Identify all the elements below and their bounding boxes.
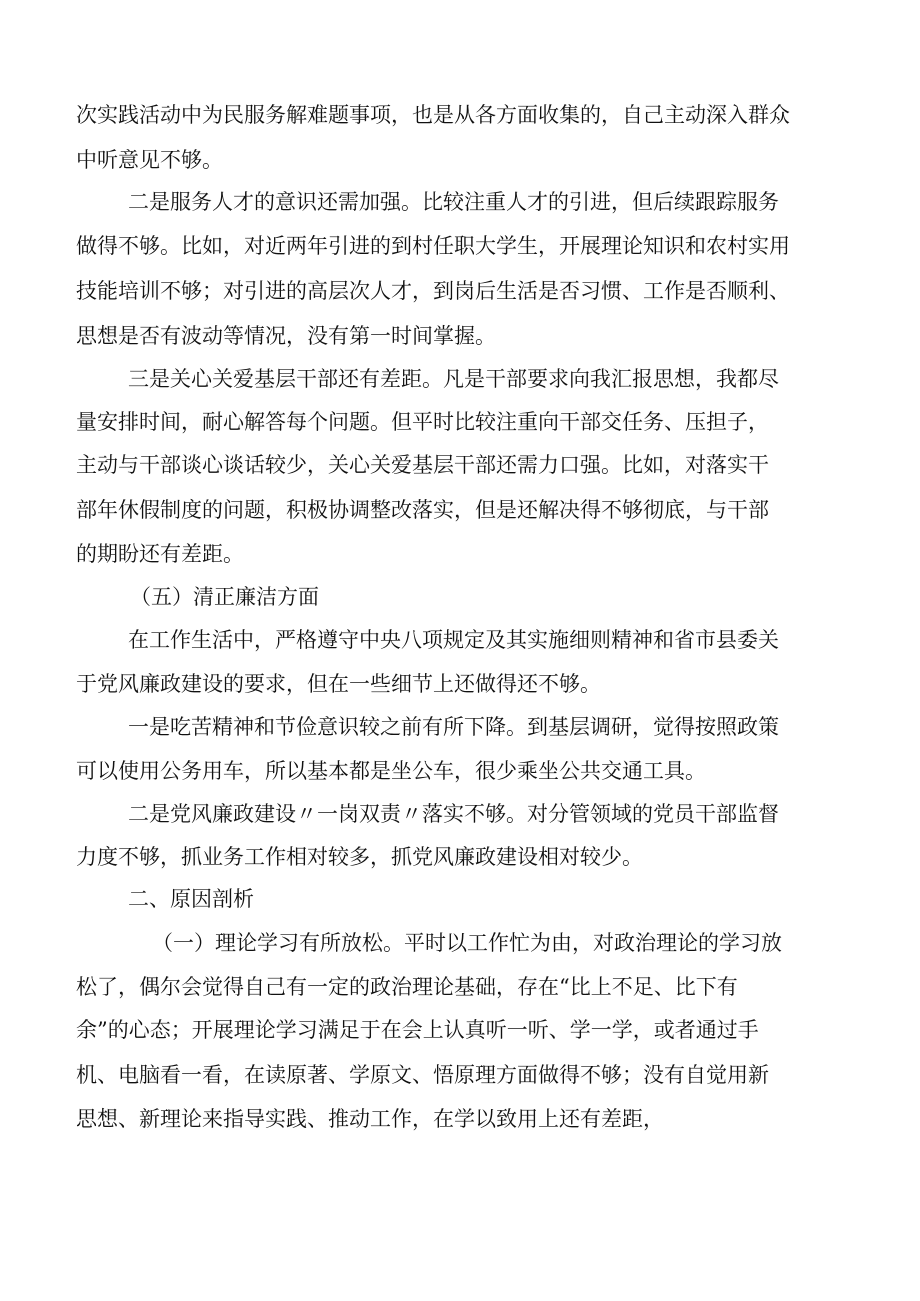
text-line: 余”的心态；开展理论学习满足于在会上认真听一听、学一学，或者通过手: [76, 1018, 759, 1042]
section-heading: 二、原因剖析: [128, 887, 254, 911]
text-line: 思想、新理论来指导实践、推动工作，在学以致用上还有差距，: [76, 1107, 664, 1131]
text-line: 量安排时间，耐心解答每个问题。但平时比较注重向干部交任务、压担子，: [76, 410, 769, 434]
text-line: 力度不够，抓业务工作相对较多，抓党风廉政建设相对较少。: [76, 845, 643, 869]
text-line: 三是关心关爱基层干部还有差距。凡是干部要求向我汇报思想，我都尽: [128, 367, 779, 391]
text-line: 思想是否有波动等情况，没有第一时间掌握。: [76, 324, 496, 348]
text-line: 二是党风廉政建设〃一岗双责〃落实不够。对分管领域的党员干部监督: [128, 802, 779, 826]
text-line: 一是吃苦精神和节俭意识较之前有所下降。到基层调研，觉得按照政策: [128, 715, 779, 739]
text-line: 中听意见不够。: [76, 148, 223, 172]
text-line: 的期盼还有差距。: [76, 542, 244, 566]
text-line: 松了，偶尔会觉得自己有一定的政治理论基础，存在“比上不足、比下有: [76, 975, 738, 999]
text-line: 主动与干部谈心谈话较少，关心关爱基层干部还需力口强。比如，对落实干: [76, 453, 769, 477]
text-line: 部年休假制度的问题，积极协调整改落实，但是还解决得不够彻底，与干部: [76, 498, 769, 522]
text-line: 可以使用公务用车，所以基本都是坐公车，很少乘坐公共交通工具。: [76, 759, 706, 783]
text-line: 技能培训不够；对引进的高层次人才，到岗后生活是否习惯、工作是否顺利、: [76, 279, 790, 303]
text-line: 做得不够。比如，对近两年引进的到村任职大学生，开展理论知识和农村实用: [76, 234, 790, 258]
text-line: 机、电脑看一看，在读原著、学原文、悟原理方面做得不够；没有自觉用新: [76, 1063, 769, 1087]
text-line: （一）理论学习有所放松。平时以工作忙为由，对政治理论的学习放: [152, 931, 782, 955]
text-line: 次实践活动中为民服务解难题事项，也是从各方面收集的，自己主动深入群众: [76, 103, 790, 127]
text-line: 二是服务人才的意识还需加强。比较注重人才的引进，但后续跟踪服务: [128, 190, 779, 214]
text-line: 在工作生活中，严格遵守中央八项规定及其实施细则精神和省市县委关: [128, 628, 779, 652]
section-heading: （五）清正廉洁方面: [130, 585, 319, 609]
text-line: 于党风廉政建设的要求，但在一些细节上还做得还不够。: [76, 672, 601, 696]
